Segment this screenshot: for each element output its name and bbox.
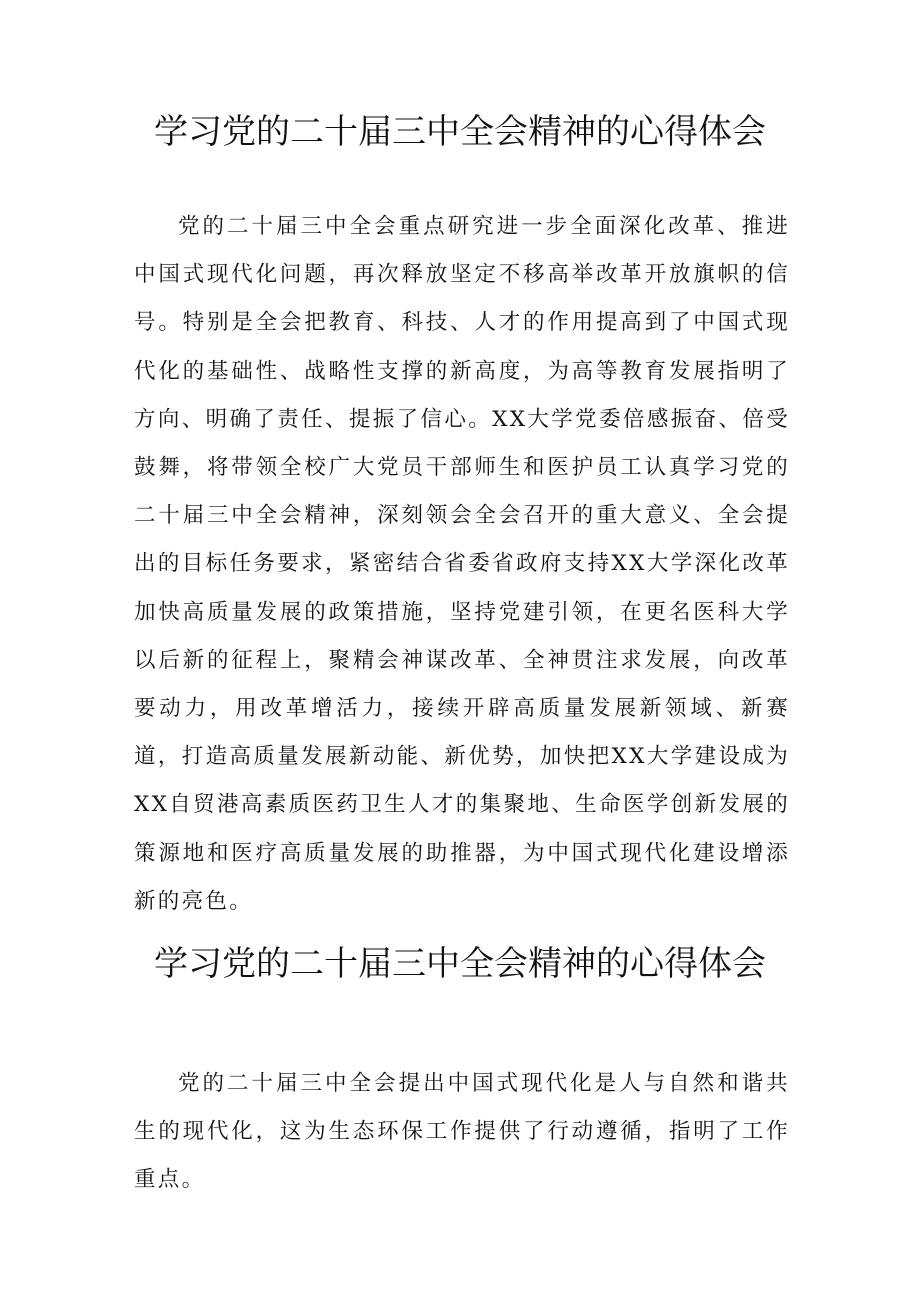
section-2-title: 学习党的二十届三中全会精神的心得体会 [154,944,766,984]
section-1-paragraph: 党的二十届三中全会重点研究进一步全面深化改革、推进中国式现代化问题，再次释放坚定不移高举改革开放旗帜的信号。特别是全会把教育、科技、人才的作用提高到了中国式现代化的基础性、战略性支撑的新高度，为高等教育发展指明了方向、明确了责任、提振了信心。XX大学党委倍感振奋、倍受鼓舞，将带领全校广大党员干部师生和医护员工认真学习党的二十届三中全会精神，深刻领会全会召开的重大意义、全会提出的目标任务要求，紧密结合省委省政府支持XX大学深化改革加快高质量发展的政策措施，坚持党建引领，在更名医科大学以后新的征程上，聚精会神谋改革、全神贯注求发展，向改革要动力，用改革增活力，接续开辟高质量发展新领域、新赛道，打造高质量发展新动能、新优势，加快把XX大学建设成为XX自贸港高素质医药卫生人才的集聚地、生命医学创新发展的策源地和医疗高质量发展的助推器，为中国式现代化建设增添新的亮色。 [134,214,790,914]
section-2-paragraph: 党的二十届三中全会提出中国式现代化是人与自然和谐共生的现代化，这为生态环保工作提供了行动遵循，指明了工作重点。 [134,1071,790,1193]
section-1-title: 学习党的二十届三中全会精神的心得体会 [154,112,766,152]
